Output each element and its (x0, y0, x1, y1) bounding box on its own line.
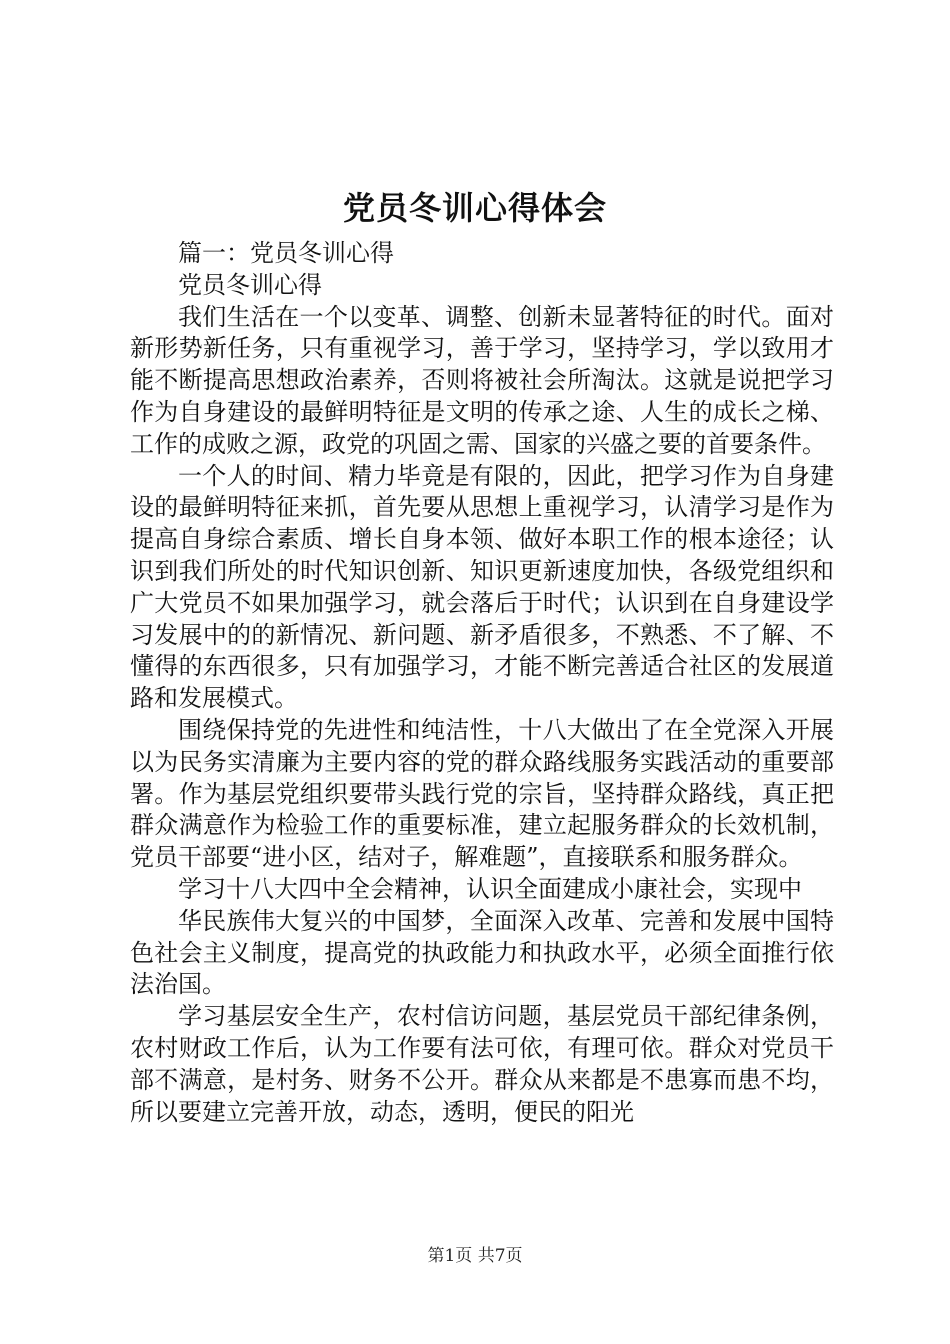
section-heading: 篇一：党员冬训心得 (178, 239, 394, 267)
document-title: 党员冬训心得体会 (342, 189, 607, 227)
page-number: 第1页 共7页 (427, 1246, 523, 1266)
body-paragraph: 学习十八大四中全会精神，认识全面建成小康社会，实现中 (178, 874, 802, 903)
document-body (130, 238, 834, 1128)
body-paragraph: 我们生活在一个以变革、调整、创新未显著特征的时代。面对新形势新任务，只有重视学习，善于学习，坚持学习，学以致用才能不断提高思想政治素养，否则将被社会所淘汰。这就是说把学习作为自身建设的最鲜明特征是文明的传承之途、人生的成长之梯、工作的成败之源，政党的巩固之需、国家的兴盛之要的首要条件。 (130, 302, 834, 458)
body-paragraph: 围绕保持党的先进性和纯洁性，十八大做出了在全党深入开展以为民务实清廉为主要内容的党的群众路线服务实践活动的重要部署。作为基层党组织要带头践行党的宗旨，坚持群众路线，真正把群众满意作为检验工作的重要标准，建立起服务群众的长效机制，党员干部要“进小区，结对子，解难题”，直接联系和服务群众。 (130, 715, 834, 872)
body-paragraph: 华民族伟大复兴的中国梦，全面深入改革、完善和发展中国特色社会主义制度，提高党的执政能力和执政水平，必须全面推行依法治国。 (130, 906, 834, 999)
subsection-heading: 党员冬训心得 (178, 270, 322, 299)
body-paragraph: 学习基层安全生产，农村信访问题，基层党员干部纪律条例，农村财政工作后，认为工作要有法可依，有理可依。群众对党员干部不满意，是村务、财务不公开。群众从来都是不患寡而患不均，所以要建立完善开放，动态，透明，便民的阳光 (130, 1002, 834, 1126)
body-paragraph: 一个人的时间、精力毕竟是有限的，因此，把学习作为自身建设的最鲜明特征来抓，首先要从思想上重视学习，认清学习是作为提高自身综合素质、增长自身本领、做好本职工作的根本途径；认识到我们所处的时代知识创新、知识更新速度加快，各级党组织和广大党员不如果加强学习，就会落后于时代；认识到在自身建设学习发展中的的新情况、新问题、新矛盾很多，不熟悉、不了解、不懂得的东西很多，只有加强学习，才能不断完善适合社区的发展道路和发展模式。 (130, 461, 834, 713)
